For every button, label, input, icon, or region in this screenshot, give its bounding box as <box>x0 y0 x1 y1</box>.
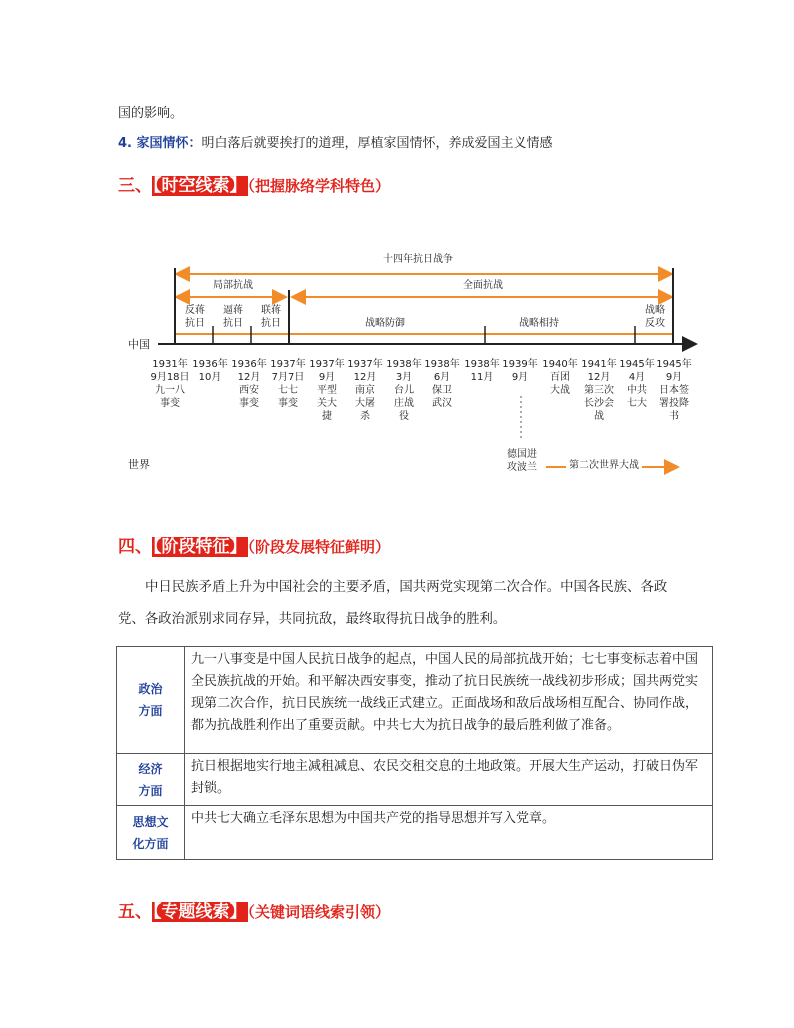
item-4-label: 4. 家国情怀： <box>118 136 202 151</box>
tl-event-7: 1938年 6月 保卫 武汉 <box>424 359 460 409</box>
table-head-politics: 政治 方面 <box>117 647 185 754</box>
tl-phase-right: 全面抗战 <box>460 280 506 292</box>
tl-stage-defense: 战略防御 <box>362 318 408 330</box>
tl-world-event: 德国进 攻波兰 <box>507 449 537 473</box>
intro-tail: 国的影响。 <box>118 106 184 121</box>
tl-event-9: 1939年 9月 <box>502 359 538 383</box>
tl-event-5: 1937年 12月 南京 大屠 杀 <box>347 359 383 422</box>
tl-row-china: 中国 <box>128 338 150 351</box>
tl-subphase-3: 联蒋 抗日 <box>261 305 281 329</box>
timeline-diagram <box>118 240 708 490</box>
section-3-num: 三、 <box>118 176 152 196</box>
section-3-tag: 【时空线索】 <box>153 176 247 196</box>
section-5-sub: （关键词语线索引领） <box>247 903 391 921</box>
tl-event-0: 1931年 9月18日 九一八 事变 <box>150 359 190 409</box>
tl-top-label: 十四年抗日战争 <box>380 254 456 266</box>
tl-phase-left: 局部抗战 <box>210 280 256 292</box>
section-5-heading <box>118 900 390 924</box>
item-4-text: 明白落后就要挨打的道理，厚植家国情怀，养成爱国主义情感 <box>201 136 553 151</box>
table-body-politics: 九一八事变是中国人民抗日战争的起点，中国人民的局部抗战开始；七七事变标志着中国全民族抗战的开始。和平解决西安事变，推动了抗日民族统一战线初步形成；国共两党实现第二次合作，抗日民族统一战线正式建立。正面战场和敌后战场相互配合、协同作战，都为抗战胜利作出了重要贡献。中共七大为抗日战争的最后胜利做了准备。 <box>185 647 713 754</box>
table-head-culture: 思想文 化方面 <box>117 806 185 860</box>
tl-event-4: 1937年 9月 平型 关大 捷 <box>309 359 345 422</box>
stage-para-2: 党、各政治派别求同存异，共同抗敌，最终取得抗日战争的胜利。 <box>118 612 507 627</box>
tl-subphase-2: 逼蒋 抗日 <box>223 305 243 329</box>
item-4 <box>118 134 553 154</box>
tl-subphase-1: 反蒋 抗日 <box>185 305 205 329</box>
section-4-num: 四、 <box>118 537 152 557</box>
table-head-economy: 经济 方面 <box>117 754 185 806</box>
tl-event-11: 1941年 12月 第三次 长沙会 战 <box>581 359 617 422</box>
tl-stage-stalemate: 战略相持 <box>516 318 562 330</box>
tl-event-1: 1936年 10月 <box>192 359 228 383</box>
section-3-heading <box>118 174 390 198</box>
section-4-tag: 【阶段特征】 <box>153 537 247 557</box>
section-4-sub: （阶段发展特征鲜明） <box>247 538 391 556</box>
tl-event-8: 1938年 11月 <box>464 359 500 383</box>
tl-event-10: 1940年 百团 大战 <box>542 359 578 396</box>
table-row <box>117 754 713 806</box>
section-5-tag: 【专题线索】 <box>153 902 247 922</box>
tl-event-12: 1945年 4月 中共 七大 <box>619 359 655 409</box>
tl-row-world: 世界 <box>128 458 150 471</box>
table-row <box>117 647 713 754</box>
table-body-economy: 抗日根据地实行地主减租减息、农民交租交息的土地政策。开展大生产运动，打破日伪军封锁。 <box>185 754 713 806</box>
tl-event-2: 1936年 12月 西安 事变 <box>231 359 267 409</box>
stage-table <box>116 646 713 860</box>
section-5-num: 五、 <box>118 902 152 922</box>
tl-event-6: 1938年 3月 台儿 庄战 役 <box>386 359 422 422</box>
section-3-sub: （把握脉络学科特色） <box>247 177 391 195</box>
table-body-culture: 中共七大确立毛泽东思想为中国共产党的指导思想并写入党章。 <box>185 806 713 860</box>
tl-world-war: 第二次世界大战 <box>566 460 642 472</box>
tl-event-13: 1945年 9月 日本签 署投降 书 <box>656 359 692 422</box>
stage-para-1: 中日民族矛盾上升为中国社会的主要矛盾，国共两党实现第二次合作。中国各民族、各政 <box>145 580 668 595</box>
tl-event-3: 1937年 7月7日 七七 事变 <box>270 359 306 409</box>
table-row <box>117 806 713 860</box>
tl-stage-counter: 战略 反攻 <box>645 305 665 329</box>
section-4-heading <box>118 535 390 559</box>
